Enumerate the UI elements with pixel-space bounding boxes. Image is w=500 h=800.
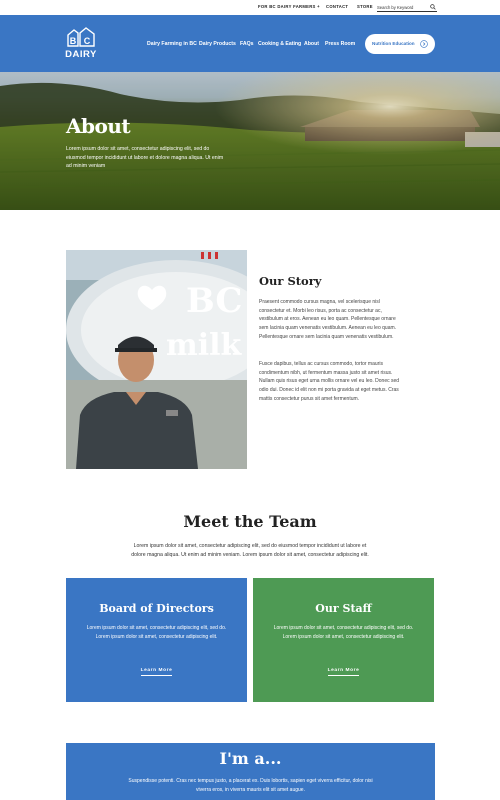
nav-dairy-farming[interactable]: Dairy Farming in BC <box>147 41 197 47</box>
team-description: Lorem ipsum dolor sit amet, consectetur adipiscing elit, sed do eiusmod tempor incididunt ut labore et dolore magna aliqua. Ut enim ad minim veniam. Lorem ipsum dolor sit amet, consectetur adipiscing elit. <box>131 543 369 558</box>
nav-cooking-eating[interactable]: Cooking & Eating <box>258 41 302 47</box>
chevron-right-circle-icon <box>420 40 428 48</box>
nav-dairy-products[interactable]: Dairy Products <box>199 41 236 47</box>
story-paragraph: Fusce dapibus, tellus ac cursus commodo, tortor mauris condimentum nibh, ut fermentum massa justo sit amet risus. Nullam quis risus eget urna mollis ornare vel eu leo. Donec sed odio dui. Donec id elit non mi porta gravida at eget metus. Cras mattis consectetur purus sit amet fermentum. <box>259 361 400 402</box>
site-header <box>0 15 500 72</box>
card-title: Our Staff <box>315 602 372 615</box>
hero-description: Lorem ipsum dolor sit amet, consectetur adipiscing elit, sed do eiusmod tempor incididunt ut labore et dolore magna aliqua. Ut enim ad minim veniam <box>66 146 224 170</box>
page-title: About <box>66 114 131 138</box>
our-staff-card <box>253 578 434 702</box>
search-input[interactable] <box>377 3 427 11</box>
farmer-illustration <box>66 250 247 469</box>
hero-farm-image <box>0 72 500 210</box>
meet-the-team-heading: Meet the Team <box>183 512 317 531</box>
card-title: Board of Directors <box>99 602 214 615</box>
nav-faqs[interactable]: FAQs <box>240 41 254 47</box>
nutrition-education-button[interactable] <box>365 34 435 54</box>
nav-about[interactable]: About <box>304 41 319 47</box>
bc-tank-text: BC <box>186 281 243 321</box>
utility-bar <box>0 0 500 15</box>
logo-mark <box>66 27 96 47</box>
im-a-description: Suspendisse potenti. Cras nec tempus justo, a placerat ex. Duis lobortis, sapien eget viverra efficitur, dolor nisi viverra eros, in viverra mauris elit sit amet augue. <box>128 778 373 793</box>
card-text: Lorem ipsum dolor sit amet, consectetur adipiscing elit, sed do. Lorem ipsum dolor sit amet, consectetur adipiscing elit. <box>273 625 414 640</box>
our-story-heading: Our Story <box>259 274 322 288</box>
farmers-link[interactable]: FOR BC DAIRY FARMERS + <box>258 4 320 9</box>
search-box <box>377 3 437 12</box>
contact-link[interactable]: CONTACT <box>326 4 349 9</box>
farmer-photo <box>66 250 247 469</box>
board-of-directors-card <box>66 578 247 702</box>
card-text: Lorem ipsum dolor sit amet, consectetur adipiscing elit, sed do. Lorem ipsum dolor sit amet, consectetur adipiscing elit. <box>86 625 227 640</box>
bc-dairy-logo[interactable] <box>64 27 98 61</box>
hero-banner <box>0 72 500 210</box>
svg-text:C: C <box>83 36 91 46</box>
learn-more-link[interactable]: Learn More <box>328 668 360 676</box>
im-a-section <box>66 743 435 800</box>
search-icon[interactable] <box>430 4 436 10</box>
nav-press-room[interactable]: Press Room <box>325 41 356 47</box>
logo-wordmark: DAIRY <box>65 49 97 60</box>
nutrition-education-label: Nutrition Education <box>372 41 415 46</box>
im-a-heading: I'm a... <box>219 749 282 768</box>
milk-tank-text: milk <box>166 328 242 363</box>
learn-more-link[interactable]: Learn More <box>141 668 173 676</box>
svg-text:B: B <box>69 36 77 46</box>
store-link[interactable]: STORE <box>357 4 373 9</box>
story-paragraph: Praesent commodo cursus magna, vel scelerisque nisl consectetur et. Morbi leo risus, porta ac consectetur ac, vestibulum at eros. Aenean eu leo quam. Pellentesque ornare sem lacinia quam venenatis vestibulum. Aenean eu leo quam. Pellentesque ornare sem lacinia quam venenatis vestibulum. <box>259 299 397 340</box>
